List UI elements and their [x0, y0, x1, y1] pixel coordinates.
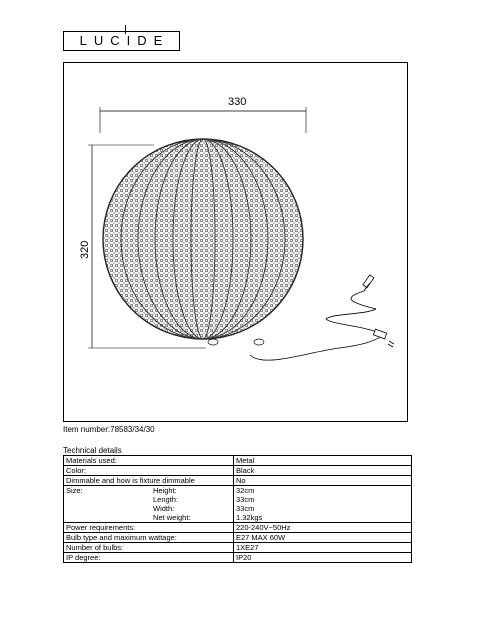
spec-label: Power requirements: — [64, 523, 152, 533]
spec-value: 220-240V~50Hz — [234, 523, 412, 533]
product-drawing-frame — [63, 62, 408, 422]
spec-label: Bulb type and maximum wattage: — [64, 533, 152, 543]
width-label: 330 — [228, 96, 247, 108]
spec-label: Color: — [64, 466, 152, 476]
spec-value: IP20 — [234, 553, 412, 563]
item-number: Item number:78583/34/30 — [63, 425, 155, 434]
spec-value: E27 MAX 60W — [234, 533, 412, 543]
spec-label — [64, 495, 152, 504]
spec-row — [64, 486, 412, 496]
technical-details-table — [63, 455, 412, 563]
spec-sublabel — [151, 523, 234, 533]
spec-value: No — [234, 476, 412, 486]
spec-sublabel: Net weight: — [151, 513, 234, 523]
spec-row — [64, 504, 412, 513]
spec-sublabel — [151, 543, 234, 553]
sphere-lamp — [103, 139, 303, 345]
spec-value: 1XE27 — [234, 543, 412, 553]
spec-row — [64, 495, 412, 504]
spec-sublabel: Height: — [151, 486, 234, 496]
spec-label: Dimmable and how is fixture dimmable — [64, 476, 152, 486]
width-dimension — [100, 96, 306, 133]
spec-sublabel — [151, 553, 234, 563]
spec-label — [64, 504, 152, 513]
spec-label: Number of bulbs: — [64, 543, 152, 553]
spec-row — [64, 553, 412, 563]
height-label: 320 — [79, 240, 91, 259]
spec-label — [64, 513, 152, 523]
spec-value: 32cm — [234, 486, 412, 496]
spec-value: 33cm — [234, 495, 412, 504]
spec-label: Materials used: — [64, 456, 152, 466]
spec-row — [64, 533, 412, 543]
spec-label: Size: — [64, 486, 152, 496]
spec-value: Black — [234, 466, 412, 476]
spec-row — [64, 543, 412, 553]
spec-row — [64, 513, 412, 523]
spec-row — [64, 456, 412, 466]
brand-logo — [63, 31, 180, 51]
spec-value: Metal — [234, 456, 412, 466]
logo-text: LUCIDE — [79, 33, 170, 48]
technical-details-title: Technical details — [63, 446, 122, 455]
spec-value: 1.32kgs — [234, 513, 412, 523]
spec-row — [64, 466, 412, 476]
spec-sublabel: Width: — [151, 504, 234, 513]
spec-sublabel: Length: — [151, 495, 234, 504]
spec-row — [64, 476, 412, 486]
product-drawing — [64, 63, 409, 423]
spec-value: 33cm — [234, 504, 412, 513]
spec-sublabel — [151, 456, 234, 466]
spec-sublabel — [151, 466, 234, 476]
spec-label: IP degree: — [64, 553, 152, 563]
spec-row — [64, 523, 412, 533]
